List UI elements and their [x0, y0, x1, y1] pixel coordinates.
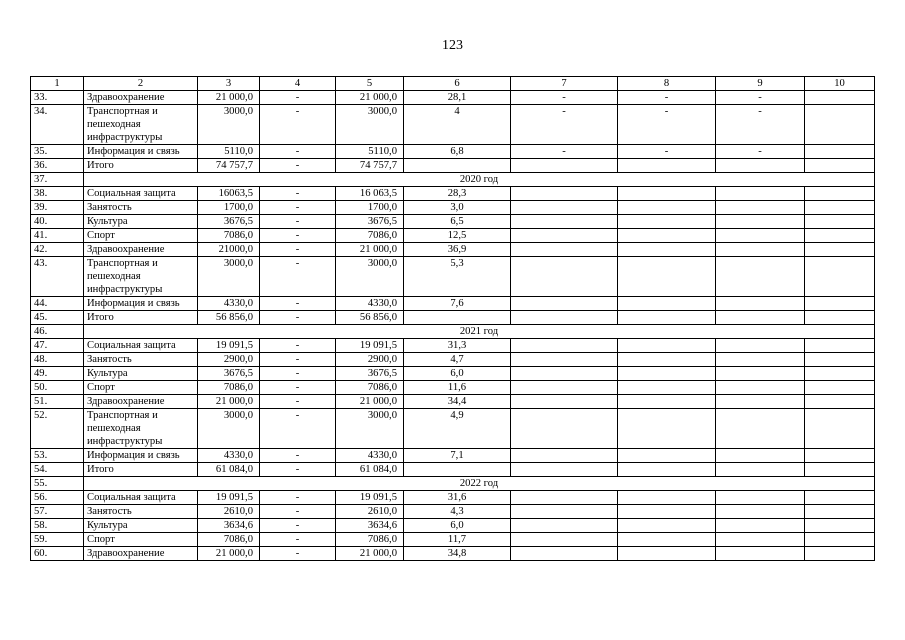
col3-cell: 2610,0 [198, 505, 260, 519]
col4-cell: - [260, 159, 336, 173]
col4-cell: - [260, 339, 336, 353]
table-row [31, 463, 875, 477]
col5-cell: 74 757,7 [336, 159, 404, 173]
col5-cell: 3676,5 [336, 367, 404, 381]
col7-cell: - [511, 145, 618, 159]
col4-cell: - [260, 229, 336, 243]
col8-cell [618, 533, 716, 547]
row-number-cell: 60. [31, 547, 84, 561]
col8-cell: - [618, 105, 716, 145]
col10-cell [805, 201, 875, 215]
col5-cell: 5110,0 [336, 145, 404, 159]
col10-cell [805, 409, 875, 449]
col10-cell [805, 353, 875, 367]
col6-cell: 6,0 [404, 519, 511, 533]
header-cell: 9 [716, 77, 805, 91]
col7-cell [511, 353, 618, 367]
table-body [31, 91, 875, 561]
col7-cell [511, 395, 618, 409]
col4-cell: - [260, 491, 336, 505]
col6-cell: 11,7 [404, 533, 511, 547]
header-cell: 10 [805, 77, 875, 91]
table-row [31, 367, 875, 381]
indicator-name-cell: Занятость [84, 505, 198, 519]
indicator-name-cell: Социальная защита [84, 491, 198, 505]
col8-cell [618, 381, 716, 395]
col9-cell [716, 533, 805, 547]
indicator-name-cell: Занятость [84, 201, 198, 215]
col9-cell [716, 381, 805, 395]
col6-cell: 28,1 [404, 91, 511, 105]
col4-cell: - [260, 91, 336, 105]
col4-cell: - [260, 449, 336, 463]
table-row [31, 409, 875, 449]
header-cell: 7 [511, 77, 618, 91]
indicator-name-cell: Социальная защита [84, 339, 198, 353]
row-number-cell: 39. [31, 201, 84, 215]
col4-cell: - [260, 145, 336, 159]
col9-cell [716, 395, 805, 409]
col3-cell: 74 757,7 [198, 159, 260, 173]
col3-cell: 3634,6 [198, 519, 260, 533]
col5-cell: 2610,0 [336, 505, 404, 519]
col4-cell: - [260, 215, 336, 229]
col7-cell [511, 449, 618, 463]
row-number-cell: 57. [31, 505, 84, 519]
col5-cell: 3676,5 [336, 215, 404, 229]
table-row [31, 105, 875, 145]
col9-cell: - [716, 91, 805, 105]
year-label-cell: 2021 год [84, 325, 875, 339]
col6-cell: 11,6 [404, 381, 511, 395]
col9-cell [716, 257, 805, 297]
col6-cell: 4,3 [404, 505, 511, 519]
col8-cell [618, 201, 716, 215]
col3-cell: 1700,0 [198, 201, 260, 215]
table-row [31, 311, 875, 325]
row-number-cell: 37. [31, 173, 84, 187]
col4-cell: - [260, 257, 336, 297]
col5-cell: 19 091,5 [336, 339, 404, 353]
table-row [31, 159, 875, 173]
table-row [31, 491, 875, 505]
col5-cell: 61 084,0 [336, 463, 404, 477]
row-number-cell: 47. [31, 339, 84, 353]
row-number-cell: 44. [31, 297, 84, 311]
col3-cell: 4330,0 [198, 449, 260, 463]
table-row [31, 353, 875, 367]
indicator-name-cell: Культура [84, 519, 198, 533]
col3-cell: 7086,0 [198, 533, 260, 547]
col3-cell: 3000,0 [198, 257, 260, 297]
col10-cell [805, 311, 875, 325]
row-number-cell: 48. [31, 353, 84, 367]
indicator-name-cell: Спорт [84, 229, 198, 243]
indicator-name-cell: Здравоохранение [84, 395, 198, 409]
col8-cell: - [618, 145, 716, 159]
col7-cell [511, 533, 618, 547]
col8-cell [618, 215, 716, 229]
col5-cell: 19 091,5 [336, 491, 404, 505]
col5-cell: 21 000,0 [336, 547, 404, 561]
indicator-name-cell: Культура [84, 215, 198, 229]
col8-cell [618, 491, 716, 505]
col6-cell: 31,3 [404, 339, 511, 353]
table-row [31, 381, 875, 395]
header-cell: 3 [198, 77, 260, 91]
col6-cell: 34,4 [404, 395, 511, 409]
col7-cell [511, 381, 618, 395]
col4-cell: - [260, 463, 336, 477]
col7-cell [511, 257, 618, 297]
indicator-name-cell: Спорт [84, 381, 198, 395]
table-row [31, 201, 875, 215]
col9-cell [716, 229, 805, 243]
header-cell: 1 [31, 77, 84, 91]
col3-cell: 21 000,0 [198, 547, 260, 561]
col5-cell: 2900,0 [336, 353, 404, 367]
col5-cell: 3634,6 [336, 519, 404, 533]
col5-cell: 3000,0 [336, 257, 404, 297]
col9-cell [716, 353, 805, 367]
col10-cell [805, 491, 875, 505]
col8-cell [618, 505, 716, 519]
col5-cell: 4330,0 [336, 297, 404, 311]
col10-cell [805, 145, 875, 159]
indicator-name-cell: Транспортная и пешеходная инфраструктуры [84, 409, 198, 449]
col4-cell: - [260, 381, 336, 395]
col9-cell [716, 463, 805, 477]
col3-cell: 3676,5 [198, 367, 260, 381]
col3-cell: 16063,5 [198, 187, 260, 201]
col10-cell [805, 505, 875, 519]
year-label-cell: 2020 год [84, 173, 875, 187]
indicator-name-cell: Итого [84, 311, 198, 325]
col8-cell [618, 187, 716, 201]
col4-cell: - [260, 505, 336, 519]
col3-cell: 3000,0 [198, 105, 260, 145]
table-row [31, 229, 875, 243]
col5-cell: 7086,0 [336, 533, 404, 547]
col5-cell: 4330,0 [336, 449, 404, 463]
col6-cell [404, 159, 511, 173]
col8-cell [618, 339, 716, 353]
row-number-cell: 49. [31, 367, 84, 381]
col10-cell [805, 257, 875, 297]
col10-cell [805, 187, 875, 201]
col8-cell [618, 395, 716, 409]
indicator-name-cell: Информация и связь [84, 145, 198, 159]
row-number-cell: 54. [31, 463, 84, 477]
col9-cell [716, 519, 805, 533]
col10-cell [805, 91, 875, 105]
col3-cell: 21000,0 [198, 243, 260, 257]
col10-cell [805, 395, 875, 409]
col7-cell [511, 201, 618, 215]
row-number-cell: 40. [31, 215, 84, 229]
col6-cell: 3,0 [404, 201, 511, 215]
col7-cell [511, 463, 618, 477]
col9-cell: - [716, 105, 805, 145]
col7-cell [511, 547, 618, 561]
col3-cell: 5110,0 [198, 145, 260, 159]
col7-cell [511, 187, 618, 201]
col3-cell: 2900,0 [198, 353, 260, 367]
col4-cell: - [260, 533, 336, 547]
row-number-cell: 33. [31, 91, 84, 105]
col7-cell [511, 505, 618, 519]
col7-cell [511, 159, 618, 173]
col9-cell [716, 367, 805, 381]
col9-cell [716, 201, 805, 215]
table-row [31, 519, 875, 533]
col6-cell: 4 [404, 105, 511, 145]
col9-cell [716, 339, 805, 353]
table-row [31, 187, 875, 201]
table-row [31, 145, 875, 159]
row-number-cell: 36. [31, 159, 84, 173]
indicator-name-cell: Занятость [84, 353, 198, 367]
col8-cell [618, 519, 716, 533]
col6-cell: 31,6 [404, 491, 511, 505]
col10-cell [805, 159, 875, 173]
col7-cell [511, 229, 618, 243]
col6-cell: 6,5 [404, 215, 511, 229]
year-row [31, 477, 875, 491]
col8-cell: - [618, 91, 716, 105]
col8-cell [618, 367, 716, 381]
col5-cell: 3000,0 [336, 409, 404, 449]
header-cell: 8 [618, 77, 716, 91]
row-number-cell: 34. [31, 105, 84, 145]
row-number-cell: 59. [31, 533, 84, 547]
header-cell: 4 [260, 77, 336, 91]
header-cell: 2 [84, 77, 198, 91]
indicator-name-cell: Итого [84, 463, 198, 477]
row-number-cell: 58. [31, 519, 84, 533]
header-cell: 5 [336, 77, 404, 91]
table-row [31, 533, 875, 547]
col9-cell [716, 311, 805, 325]
year-label-cell: 2022 год [84, 477, 875, 491]
col10-cell [805, 243, 875, 257]
row-number-cell: 41. [31, 229, 84, 243]
col4-cell: - [260, 201, 336, 215]
row-number-cell: 42. [31, 243, 84, 257]
col9-cell [716, 187, 805, 201]
col8-cell [618, 353, 716, 367]
row-number-cell: 35. [31, 145, 84, 159]
col9-cell [716, 297, 805, 311]
col6-cell: 28,3 [404, 187, 511, 201]
col7-cell [511, 519, 618, 533]
row-number-cell: 56. [31, 491, 84, 505]
col3-cell: 4330,0 [198, 297, 260, 311]
col4-cell: - [260, 409, 336, 449]
row-number-cell: 52. [31, 409, 84, 449]
table-row [31, 505, 875, 519]
col6-cell: 7,1 [404, 449, 511, 463]
row-number-cell: 55. [31, 477, 84, 491]
row-number-cell: 45. [31, 311, 84, 325]
col9-cell [716, 159, 805, 173]
row-number-cell: 46. [31, 325, 84, 339]
col4-cell: - [260, 547, 336, 561]
col7-cell [511, 297, 618, 311]
col10-cell [805, 449, 875, 463]
col8-cell [618, 463, 716, 477]
row-number-cell: 51. [31, 395, 84, 409]
col3-cell: 3000,0 [198, 409, 260, 449]
col4-cell: - [260, 297, 336, 311]
row-number-cell: 50. [31, 381, 84, 395]
col6-cell: 5,3 [404, 257, 511, 297]
col8-cell [618, 409, 716, 449]
col5-cell: 21 000,0 [336, 243, 404, 257]
table-row [31, 243, 875, 257]
col9-cell [716, 409, 805, 449]
col4-cell: - [260, 243, 336, 257]
col6-cell: 36,9 [404, 243, 511, 257]
table-row [31, 395, 875, 409]
col6-cell: 7,6 [404, 297, 511, 311]
col7-cell: - [511, 91, 618, 105]
indicator-name-cell: Транспортная и пешеходная инфраструктуры [84, 105, 198, 145]
col10-cell [805, 533, 875, 547]
col5-cell: 16 063,5 [336, 187, 404, 201]
col4-cell: - [260, 105, 336, 145]
year-row [31, 325, 875, 339]
col7-cell [511, 339, 618, 353]
col10-cell [805, 105, 875, 145]
indicator-name-cell: Транспортная и пешеходная инфраструктуры [84, 257, 198, 297]
row-number-cell: 43. [31, 257, 84, 297]
col8-cell [618, 449, 716, 463]
budget-table [30, 76, 875, 561]
col5-cell: 3000,0 [336, 105, 404, 145]
col3-cell: 61 084,0 [198, 463, 260, 477]
col9-cell [716, 449, 805, 463]
col6-cell [404, 311, 511, 325]
col10-cell [805, 229, 875, 243]
col9-cell [716, 215, 805, 229]
col5-cell: 7086,0 [336, 381, 404, 395]
col10-cell [805, 215, 875, 229]
col3-cell: 7086,0 [198, 381, 260, 395]
table-row [31, 257, 875, 297]
table-row [31, 91, 875, 105]
col3-cell: 56 856,0 [198, 311, 260, 325]
table-row [31, 339, 875, 353]
col10-cell [805, 367, 875, 381]
indicator-name-cell: Здравоохранение [84, 547, 198, 561]
col10-cell [805, 297, 875, 311]
col6-cell: 4,7 [404, 353, 511, 367]
col10-cell [805, 463, 875, 477]
table-header-row [31, 77, 875, 91]
indicator-name-cell: Информация и связь [84, 449, 198, 463]
col6-cell: 6,8 [404, 145, 511, 159]
col7-cell [511, 491, 618, 505]
col6-cell: 6,0 [404, 367, 511, 381]
table-row [31, 449, 875, 463]
row-number-cell: 53. [31, 449, 84, 463]
col10-cell [805, 547, 875, 561]
table-row [31, 547, 875, 561]
col8-cell [618, 257, 716, 297]
col5-cell: 21 000,0 [336, 395, 404, 409]
col4-cell: - [260, 395, 336, 409]
col10-cell [805, 339, 875, 353]
col8-cell [618, 311, 716, 325]
col4-cell: - [260, 367, 336, 381]
indicator-name-cell: Итого [84, 159, 198, 173]
col7-cell [511, 311, 618, 325]
col7-cell [511, 409, 618, 449]
col8-cell [618, 547, 716, 561]
page-number: 123 [442, 38, 463, 53]
col10-cell [805, 519, 875, 533]
col3-cell: 21 000,0 [198, 395, 260, 409]
col4-cell: - [260, 187, 336, 201]
col5-cell: 7086,0 [336, 229, 404, 243]
col3-cell: 19 091,5 [198, 491, 260, 505]
col6-cell: 12,5 [404, 229, 511, 243]
col7-cell [511, 243, 618, 257]
col3-cell: 19 091,5 [198, 339, 260, 353]
col5-cell: 56 856,0 [336, 311, 404, 325]
col8-cell [618, 297, 716, 311]
col7-cell: - [511, 105, 618, 145]
indicator-name-cell: Спорт [84, 533, 198, 547]
col5-cell: 1700,0 [336, 201, 404, 215]
table-row [31, 215, 875, 229]
col7-cell [511, 367, 618, 381]
indicator-name-cell: Культура [84, 367, 198, 381]
col6-cell: 4,9 [404, 409, 511, 449]
col3-cell: 21 000,0 [198, 91, 260, 105]
indicator-name-cell: Социальная защита [84, 187, 198, 201]
col6-cell: 34,8 [404, 547, 511, 561]
col8-cell [618, 243, 716, 257]
col4-cell: - [260, 519, 336, 533]
indicator-name-cell: Здравоохранение [84, 243, 198, 257]
col6-cell [404, 463, 511, 477]
col10-cell [805, 381, 875, 395]
year-row [31, 173, 875, 187]
col8-cell [618, 159, 716, 173]
col3-cell: 3676,5 [198, 215, 260, 229]
col9-cell: - [716, 145, 805, 159]
col7-cell [511, 215, 618, 229]
col9-cell [716, 547, 805, 561]
col8-cell [618, 229, 716, 243]
col5-cell: 21 000,0 [336, 91, 404, 105]
indicator-name-cell: Информация и связь [84, 297, 198, 311]
col3-cell: 7086,0 [198, 229, 260, 243]
col4-cell: - [260, 311, 336, 325]
col9-cell [716, 243, 805, 257]
row-number-cell: 38. [31, 187, 84, 201]
indicator-name-cell: Здравоохранение [84, 91, 198, 105]
header-cell: 6 [404, 77, 511, 91]
table-row [31, 297, 875, 311]
col9-cell [716, 491, 805, 505]
col4-cell: - [260, 353, 336, 367]
col9-cell [716, 505, 805, 519]
